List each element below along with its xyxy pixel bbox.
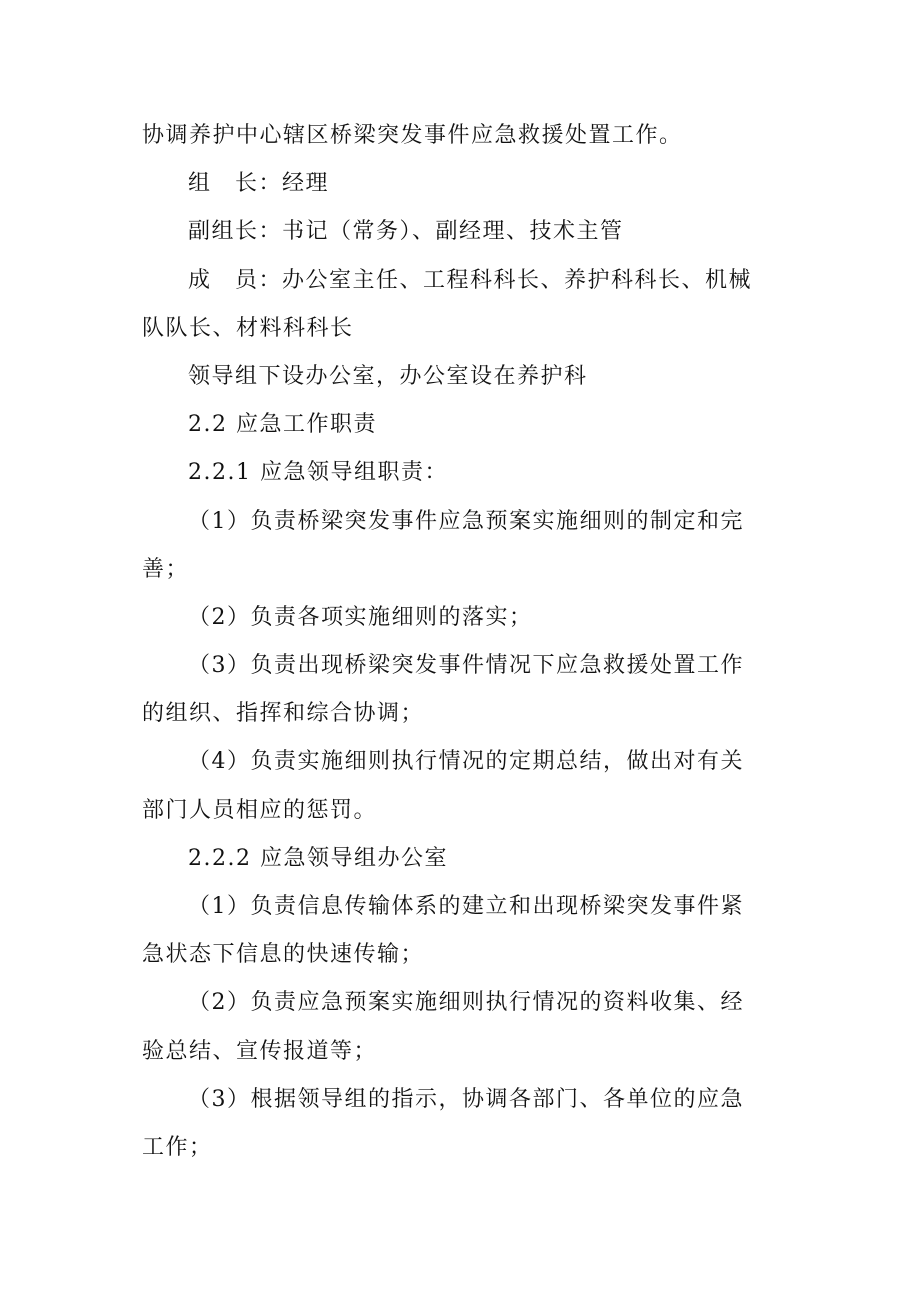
text-line: 的组织、指挥和综合协调；	[142, 701, 425, 727]
section-heading: 2.2 应急工作职责	[188, 412, 377, 438]
document-body	[142, 112, 784, 1172]
text-line: 工作；	[142, 1134, 213, 1160]
text-line: 协调养护中心辖区桥梁突发事件应急救援处置工作。	[142, 123, 683, 148]
text-line: （1）负责桥梁突发事件应急预案实施细则的制定和完	[188, 508, 744, 534]
text-line: 组 长：经理	[188, 171, 330, 197]
text-line: 部门人员相应的惩罚。	[142, 797, 378, 823]
text-line: （2）负责各项实施细则的落实；	[188, 604, 533, 630]
text-line: 领导组下设办公室，办公室设在养护科	[188, 363, 588, 389]
text-line: 成 员：办公室主任、工程科科长、养护科科长、机械	[188, 267, 753, 293]
text-line: 善；	[142, 556, 190, 582]
text-line: （1）负责信息传输体系的建立和出现桥梁突发事件紧	[188, 894, 744, 919]
text-line: 急状态下信息的快速传输；	[142, 942, 425, 968]
text-line: （3）根据领导组的指示，协调各部门、各单位的应急	[188, 1086, 744, 1112]
text-line: （4）负责实施细则执行情况的定期总结，做出对有关	[188, 749, 744, 775]
subsection-heading: 2.2.1 应急领导组职责：	[188, 460, 448, 486]
text-line: （2）负责应急预案实施细则执行情况的资料收集、经	[188, 990, 744, 1016]
text-line: 副组长：书记（常务）、副经理、技术主管	[188, 219, 624, 245]
subsection-heading: 2.2.2 应急领导组办公室	[188, 845, 448, 871]
text-line: （3）负责出现桥梁突发事件情况下应急救援处置工作	[188, 653, 744, 679]
text-line: 验总结、宣传报道等；	[142, 1038, 378, 1064]
text-line: 队队长、材料科科长	[142, 315, 354, 341]
